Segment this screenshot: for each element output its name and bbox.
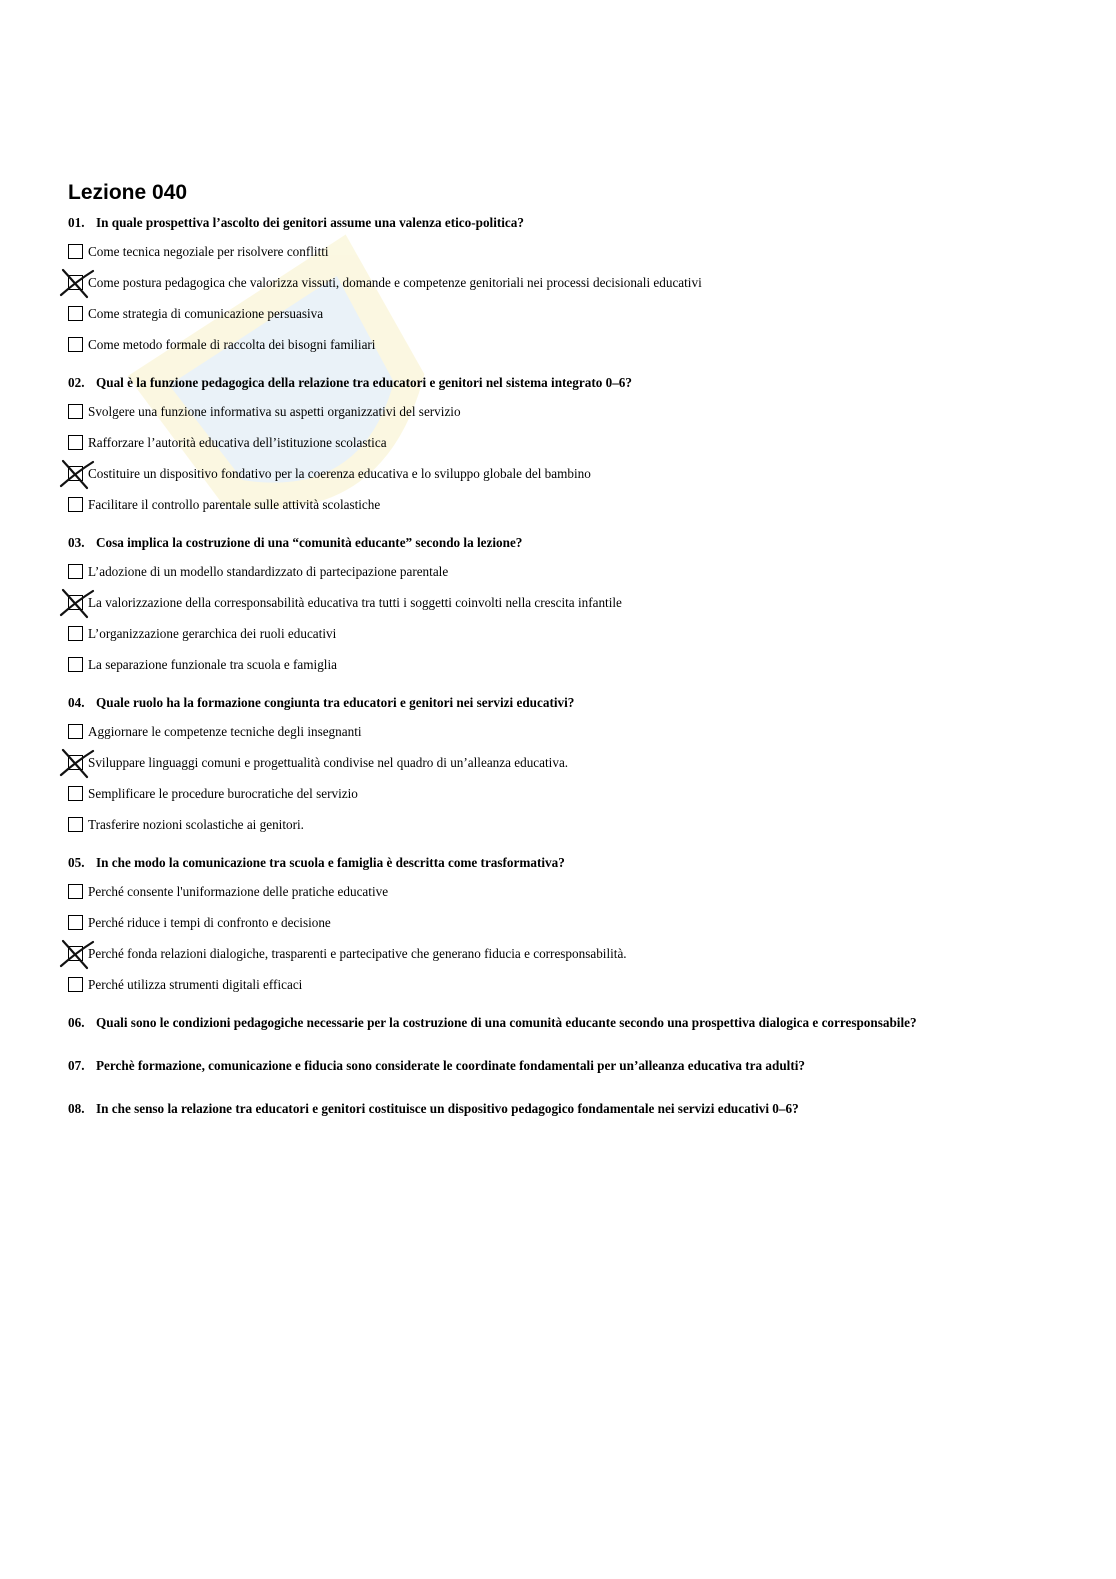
handwritten-cross-icon <box>57 267 97 299</box>
answer-option-label: Semplificare le procedure burocratiche del servizio <box>88 785 358 801</box>
handwritten-cross-icon <box>57 938 97 970</box>
answer-option-label: L’organizzazione gerarchica dei ruoli educativi <box>88 625 337 641</box>
question-label: Quali sono le condizioni pedagogiche necessarie per la costruzione di una comunità educante secondo una prospettiva dialogica e corresponsabile? <box>96 1015 917 1030</box>
checkbox[interactable] <box>68 977 83 992</box>
checkbox[interactable] <box>68 337 83 352</box>
question-text <box>68 854 1068 872</box>
answer-option <box>68 427 1068 458</box>
checkbox[interactable] <box>68 884 83 899</box>
answer-option <box>68 876 1068 907</box>
question-block <box>68 854 1068 1000</box>
checkbox[interactable] <box>68 306 83 321</box>
checkbox[interactable] <box>68 244 83 259</box>
checked-checkbox[interactable] <box>68 755 83 770</box>
open-question-text <box>68 1057 1068 1075</box>
answer-option <box>68 489 1068 520</box>
question-number: 02. <box>68 375 85 390</box>
checked-checkbox[interactable] <box>68 946 83 961</box>
question-number: 05. <box>68 855 85 870</box>
answer-options <box>68 876 1068 1000</box>
answer-option-label: Aggiornare le competenze tecniche degli insegnanti <box>88 723 362 739</box>
answer-option <box>68 649 1068 680</box>
answer-option <box>68 969 1068 1000</box>
answer-options <box>68 556 1068 680</box>
answer-option-label: La separazione funzionale tra scuola e famiglia <box>88 656 337 672</box>
question-block <box>68 534 1068 680</box>
open-question-text <box>68 1014 1068 1032</box>
question-number: 06. <box>68 1015 85 1030</box>
checked-checkbox[interactable] <box>68 595 83 610</box>
checkbox[interactable] <box>68 657 83 672</box>
lesson-title: Lezione 040 <box>68 181 188 204</box>
answer-option <box>68 267 1068 298</box>
open-question-block <box>68 1014 1068 1032</box>
answer-option <box>68 236 1068 267</box>
multiple-choice-questions <box>68 214 1068 1000</box>
answer-option <box>68 587 1068 618</box>
open-question-block <box>68 1100 1068 1118</box>
checked-checkbox[interactable] <box>68 275 83 290</box>
handwritten-cross-icon <box>57 458 97 490</box>
question-block <box>68 374 1068 520</box>
answer-option <box>68 907 1068 938</box>
answer-option <box>68 618 1068 649</box>
handwritten-cross-icon <box>57 747 97 779</box>
answer-option <box>68 556 1068 587</box>
answer-option-label: Perché riduce i tempi di confronto e decisione <box>88 914 331 930</box>
answer-option <box>68 329 1068 360</box>
handwritten-cross-icon <box>57 587 97 619</box>
question-label: In quale prospettiva l’ascolto dei genitori assume una valenza etico-politica? <box>96 215 524 230</box>
answer-option-label: Svolgere una funzione informativa su aspetti organizzativi del servizio <box>88 403 461 419</box>
checked-checkbox[interactable] <box>68 466 83 481</box>
question-block <box>68 214 1068 360</box>
answer-option-label: Perché fonda relazioni dialogiche, trasparenti e partecipative che generano fiducia e corresponsabilità. <box>88 945 627 961</box>
question-number: 08. <box>68 1101 85 1116</box>
checkbox[interactable] <box>68 724 83 739</box>
checkbox[interactable] <box>68 626 83 641</box>
answer-option <box>68 396 1068 427</box>
checkbox[interactable] <box>68 915 83 930</box>
answer-option-label: Come tecnica negoziale per risolvere conflitti <box>88 243 329 259</box>
answer-option-label: Trasferire nozioni scolastiche ai genitori. <box>88 816 304 832</box>
checkbox[interactable] <box>68 817 83 832</box>
question-number: 07. <box>68 1058 85 1073</box>
open-question-text <box>68 1100 1068 1118</box>
question-label: In che modo la comunicazione tra scuola e famiglia è descritta come trasformativa? <box>96 855 565 870</box>
open-question-block <box>68 1057 1068 1075</box>
answer-option-label: Facilitare il controllo parentale sulle attività scolastiche <box>88 496 381 512</box>
answer-option-label: Perché utilizza strumenti digitali efficaci <box>88 976 303 992</box>
answer-option-label: Costituire un dispositivo fondativo per la coerenza educativa e lo sviluppo globale del bambino <box>88 465 591 481</box>
answer-options <box>68 716 1068 840</box>
checkbox[interactable] <box>68 435 83 450</box>
question-number: 03. <box>68 535 85 550</box>
question-number: 01. <box>68 215 85 230</box>
answer-options <box>68 396 1068 520</box>
document-page <box>68 178 1068 1143</box>
checkbox[interactable] <box>68 404 83 419</box>
answer-options <box>68 236 1068 360</box>
answer-option-label: La valorizzazione della corresponsabilità educativa tra tutti i soggetti coinvolti nella crescita infantile <box>88 594 622 610</box>
answer-option <box>68 778 1068 809</box>
answer-option-label: Rafforzare l’autorità educativa dell’istituzione scolastica <box>88 434 387 450</box>
answer-option-label: Sviluppare linguaggi comuni e progettualità condivise nel quadro di un’alleanza educativa. <box>88 754 569 770</box>
question-text <box>68 374 1068 392</box>
question-text <box>68 214 1068 232</box>
answer-option-label: L’adozione di un modello standardizzato di partecipazione parentale <box>88 563 449 579</box>
answer-option <box>68 298 1068 329</box>
question-number: 04. <box>68 695 85 710</box>
answer-option-label: Come postura pedagogica che valorizza vissuti, domande e competenze genitoriali nei processi decisionali educativi <box>88 274 702 290</box>
checkbox[interactable] <box>68 786 83 801</box>
answer-option-label: Come strategia di comunicazione persuasiva <box>88 305 324 321</box>
question-text <box>68 534 1068 552</box>
checkbox[interactable] <box>68 564 83 579</box>
question-label: In che senso la relazione tra educatori e genitori costituisce un dispositivo pedagogico fondamentale nei servizi educativi 0–6? <box>96 1101 799 1116</box>
question-label: Perchè formazione, comunicazione e fiducia sono considerate le coordinate fondamentali per un’alleanza educativa tra adulti? <box>96 1058 805 1073</box>
question-text <box>68 694 1068 712</box>
answer-option <box>68 938 1068 969</box>
answer-option-label: Perché consente l'uniformazione delle pratiche educative <box>88 883 389 899</box>
open-questions <box>68 1014 1068 1118</box>
question-label: Cosa implica la costruzione di una “comunità educante” secondo la lezione? <box>96 535 523 550</box>
question-block <box>68 694 1068 840</box>
question-label: Qual è la funzione pedagogica della relazione tra educatori e genitori nel sistema integrato 0–6? <box>96 375 632 390</box>
answer-option <box>68 809 1068 840</box>
answer-option-label: Come metodo formale di raccolta dei bisogni familiari <box>88 336 376 352</box>
question-label: Quale ruolo ha la formazione congiunta tra educatori e genitori nei servizi educativi? <box>96 695 575 710</box>
answer-option <box>68 747 1068 778</box>
checkbox[interactable] <box>68 497 83 512</box>
answer-option <box>68 458 1068 489</box>
answer-option <box>68 716 1068 747</box>
